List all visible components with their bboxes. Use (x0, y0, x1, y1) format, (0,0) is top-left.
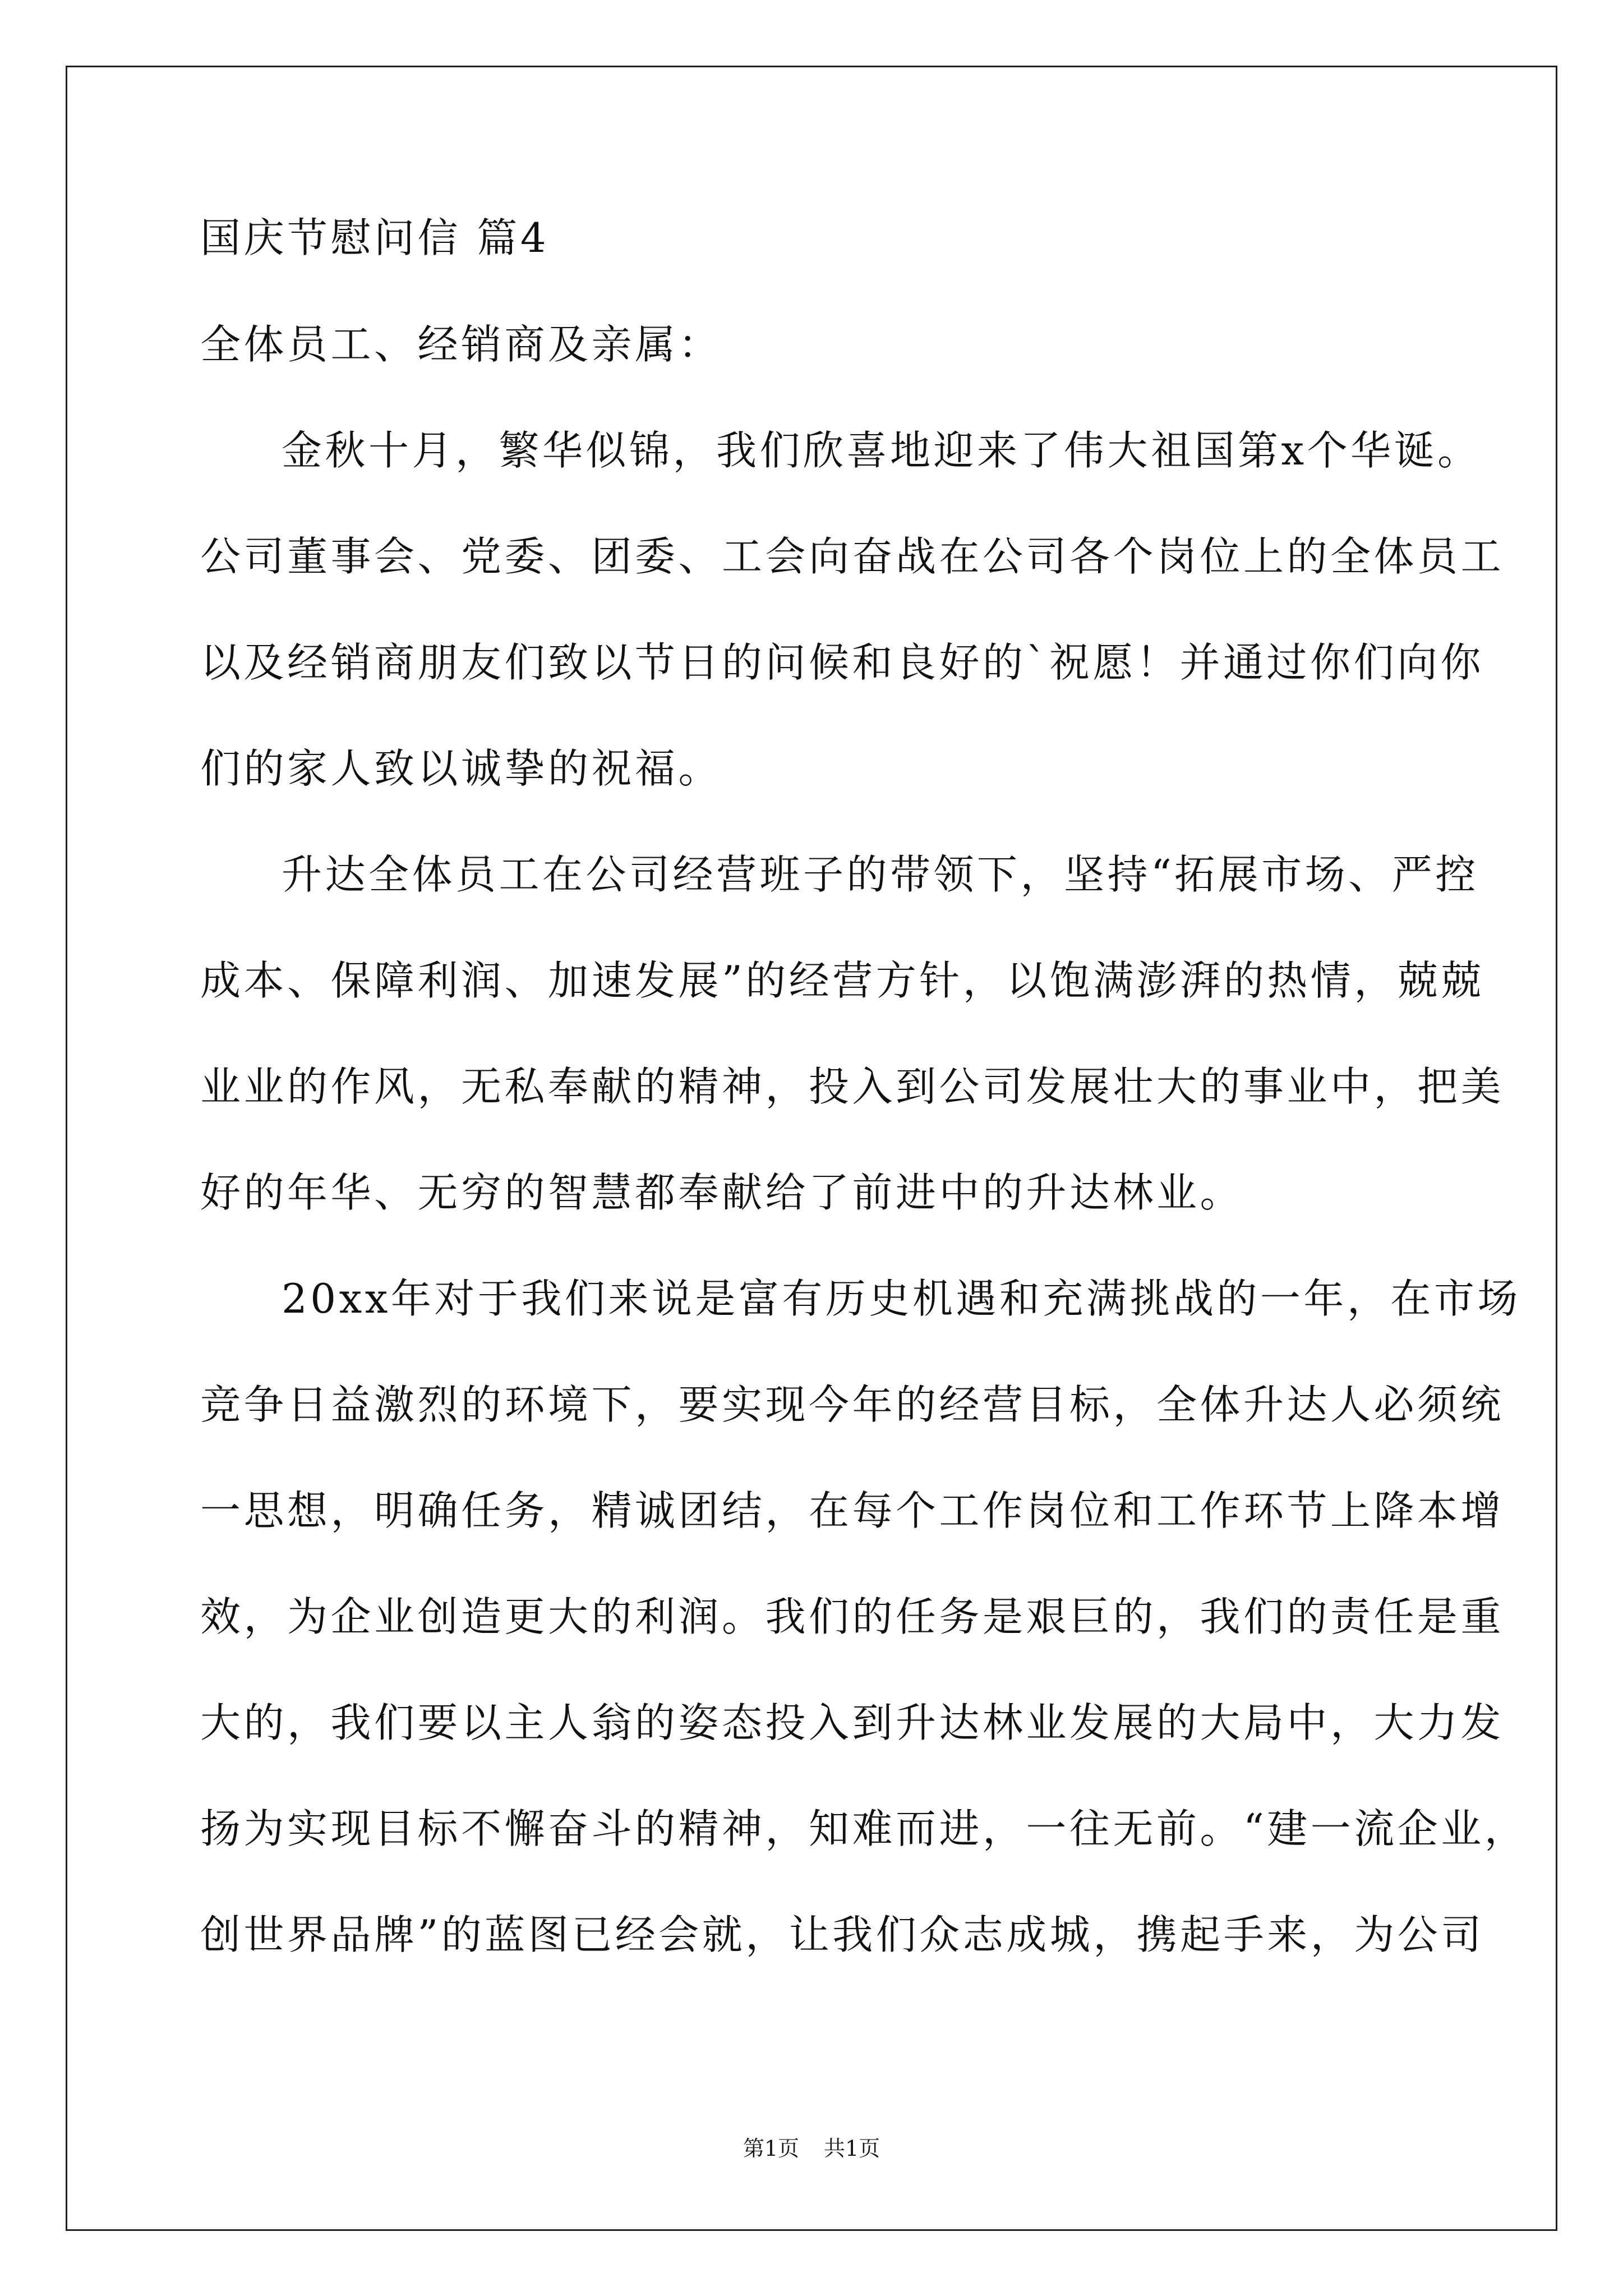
paragraph-3 (200, 1246, 1528, 1988)
paragraph-line: 业业的作风，无私奉献的精神，投入到公司发展壮大的事业中，把美 (200, 1063, 1505, 1110)
salutation: 全体员工、经销商及亲属： (200, 321, 722, 368)
page-total: 共1页 (824, 2136, 880, 2161)
paragraph-line: 以及经销商朋友们致以节日的问候和良好的`祝愿！并通过你们向你 (200, 639, 1484, 686)
paragraph-line: 一思想，明确任务，精诚团结，在每个工作岗位和工作环节上降本增 (200, 1487, 1505, 1534)
letter-body (200, 185, 1528, 1988)
paragraph-1 (200, 398, 1505, 822)
paragraph-line: 创世界品牌”的蓝图已经会就，让我们众志成城，携起手来，为公司 (200, 1911, 1484, 1958)
paragraph-line: 扬为实现目标不懈奋斗的精神，知难而进，一往无前。“建一流企业， (200, 1805, 1528, 1852)
paragraph-line: 竞争日益激烈的环境下，要实现今年的经营目标，全体升达人必须统 (200, 1381, 1505, 1428)
paragraph-line: 好的年华、无穷的智慧都奉献给了前进中的升达林业。 (200, 1169, 1244, 1216)
document-title: 国庆节慰问信 篇4 (200, 214, 550, 261)
paragraph-line: 升达全体员工在公司经营班子的带领下，坚持“拓展市场、严控 (282, 851, 1479, 898)
paragraph-line: 金秋十月，繁华似锦，我们欣喜地迎来了伟大祖国第x个华诞。 (282, 427, 1481, 474)
paragraph-line: 大的，我们要以主人翁的姿态投入到升达林业发展的大局中，大力发 (200, 1699, 1505, 1746)
page-footer (0, 2134, 1623, 2162)
paragraph-line: 们的家人致以诚挚的祝福。 (200, 745, 722, 792)
page-number: 第1页 (743, 2136, 799, 2161)
paragraph-line: 20xx年对于我们来说是富有历史机遇和充满挑战的一年，在市场 (282, 1275, 1521, 1322)
paragraph-line: 效，为企业创造更大的利润。我们的任务是艰巨的，我们的责任是重 (200, 1593, 1505, 1640)
paragraph-line: 成本、保障利润、加速发展”的经营方针，以饱满澎湃的热情，兢兢 (200, 957, 1484, 1004)
paragraph-line: 公司董事会、党委、团委、工会向奋战在公司各个岗位上的全体员工 (200, 533, 1505, 580)
paragraph-2 (200, 822, 1505, 1246)
